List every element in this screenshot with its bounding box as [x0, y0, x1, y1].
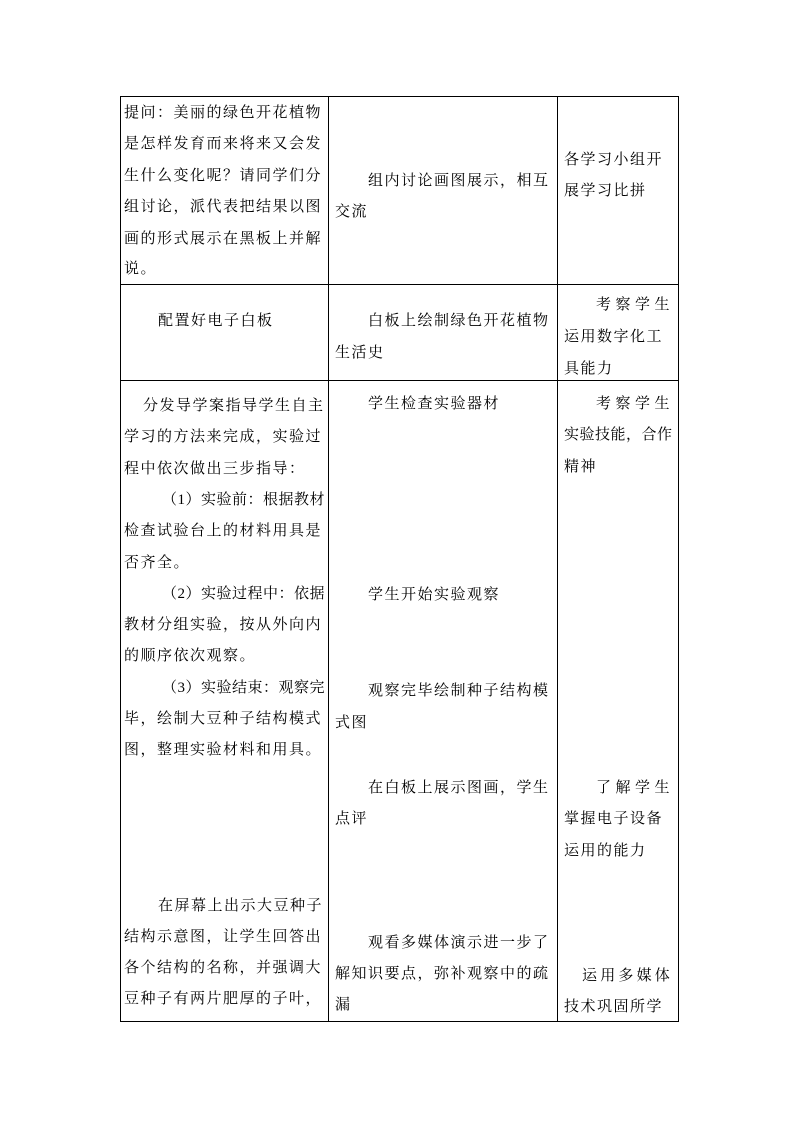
cell-text-line: 精神 — [564, 459, 598, 475]
cell-text-line: 分发导学案指导学生自主 — [143, 398, 325, 414]
table-cell-design-intent — [557, 96, 679, 285]
cell-text-line: 运用多媒体 — [582, 968, 674, 984]
cell-text-line: 配置好电子白板 — [158, 313, 274, 329]
cell-text-line: 的顺序依次观察。 — [124, 648, 257, 664]
cell-text-line: 教材分组实验，按从外向内 — [124, 617, 323, 633]
cell-text-line: 技术巩固所学 — [564, 999, 664, 1015]
cell-text-line: 说。 — [124, 261, 158, 277]
cell-text-line: 观看多媒体演示进一步了 — [368, 935, 550, 951]
cell-text-line: 学习的方法来完成，实验过 — [124, 429, 323, 445]
cell-text-line: （1）实验前：根据教材 — [162, 492, 326, 508]
cell-text-line: 了解学生 — [596, 780, 675, 796]
cell-text-line: 考察学生 — [596, 396, 675, 412]
cell-text-line: 豆种子有两片肥厚的子叶， — [124, 991, 323, 1007]
cell-text-line: 提问：美丽的绿色开花植物 — [124, 105, 323, 121]
table-cell-teacher-activity — [120, 284, 329, 381]
cell-text-line: 结构示意图，让学生回答出 — [124, 929, 323, 945]
cell-text-line: 是怎样发育而来将来又会发 — [124, 136, 323, 152]
cell-text-line: 画的形式展示在黑板上并解 — [124, 231, 323, 247]
cell-text-line: （2）实验过程中：依据 — [162, 586, 326, 602]
cell-text-line: 各个结构的名称，并强调大 — [124, 960, 323, 976]
table-cell-student-activity — [328, 96, 558, 285]
cell-text-line: 具能力 — [564, 361, 614, 377]
cell-text-line: 生活史 — [335, 345, 385, 361]
cell-text-line: 在屏幕上出示大豆种子 — [158, 898, 324, 914]
cell-text-line: 在白板上展示图画，学生 — [368, 780, 550, 796]
cell-text-line: 解知识要点，弥补观察中的疏 — [335, 966, 550, 982]
cell-text-line: 观察完毕绘制种子结构模 — [368, 683, 550, 699]
cell-text-line: 程中依次做出三步指导： — [124, 461, 306, 477]
cell-text-line: 运用的能力 — [564, 843, 647, 859]
cell-text-line: 学生开始实验观察 — [368, 587, 501, 603]
cell-text-line: 交流 — [335, 204, 369, 220]
cell-text-line: 各学习小组开 — [564, 152, 664, 168]
cell-text-line: 白板上绘制绿色开花植物 — [368, 313, 550, 329]
cell-text-line: 检查试验台上的材料用具是 — [124, 523, 323, 539]
table-cell-design-intent — [557, 284, 679, 381]
cell-text-line: 实验技能，合作 — [564, 427, 673, 443]
cell-text-line: （3）实验结束：观察完 — [162, 680, 326, 696]
cell-text-line: 漏 — [335, 997, 352, 1013]
cell-text-line: 考察学生 — [596, 297, 675, 313]
table-cell-teacher-activity — [120, 380, 329, 1022]
cell-text-line: 运用数字化工 — [564, 329, 664, 345]
cell-text-line: 点评 — [335, 811, 369, 827]
table-cell-student-activity — [328, 380, 558, 1022]
cell-text-line: 组讨论，派代表把结果以图 — [124, 199, 323, 215]
cell-text-line: 展学习比拼 — [564, 183, 647, 199]
cell-text-line: 掌握电子设备 — [564, 811, 664, 827]
cell-text-line: 否齐全。 — [124, 555, 191, 571]
cell-text-line: 式图 — [335, 715, 369, 731]
table-cell-student-activity — [328, 284, 558, 381]
cell-text-line: 组内讨论画图展示，相互 — [368, 173, 550, 189]
cell-text-line: 学生检查实验器材 — [368, 396, 501, 412]
table-cell-design-intent — [557, 380, 679, 1022]
cell-text-line: 毕，绘制大豆种子结构模式 — [124, 711, 323, 727]
cell-text-line: 生什么变化呢？请同学们分 — [124, 168, 323, 184]
table-cell-teacher-activity — [120, 96, 329, 285]
cell-text-line: 图，整理实验材料和用具。 — [124, 742, 323, 758]
